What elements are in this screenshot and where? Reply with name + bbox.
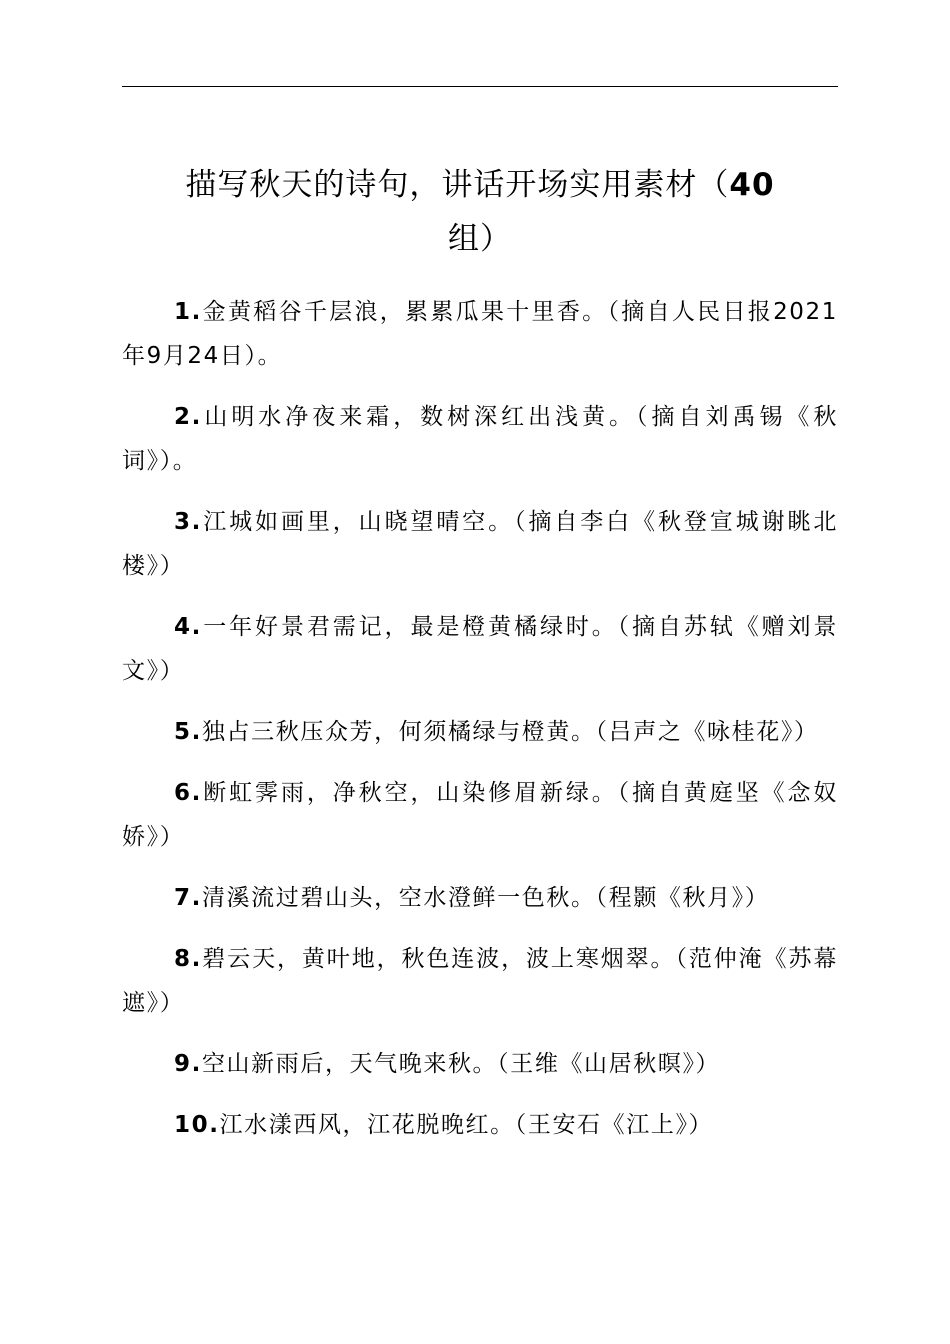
- item-text: 碧云天，黄叶地，秋色连波，波上寒烟翠。（范仲淹《苏幕遮》）: [122, 946, 838, 1016]
- item-number: 9.: [174, 1051, 202, 1077]
- item-number: 7.: [174, 885, 202, 911]
- list-item: [122, 876, 838, 920]
- item-text: 空山新雨后，天气晚来秋。（王维《山居秋暝》）: [201, 1051, 721, 1077]
- list-item: [122, 290, 838, 378]
- list-item: [122, 605, 838, 693]
- item-number: 3.: [174, 509, 202, 535]
- list-item: [122, 710, 838, 754]
- list-item: [122, 937, 838, 1025]
- item-text: 一年好景君需记，最是橙黄橘绿时。（摘自苏轼《赠刘景文》）: [122, 614, 838, 684]
- item-number: 4.: [174, 614, 202, 640]
- poem-list: [122, 290, 838, 1164]
- item-number: 2.: [174, 404, 202, 430]
- item-number: 6.: [174, 780, 202, 806]
- list-item: [122, 1042, 838, 1086]
- item-text: 山明水净夜来霜，数树深红出浅黄。（摘自刘禹锡《秋词》）。: [122, 404, 838, 474]
- item-text: 金黄稻谷千层浪，累累瓜果十里香。（摘自人民日报2021年9月24日）。: [122, 299, 838, 369]
- list-item: [122, 771, 838, 859]
- item-text: 江城如画里，山晓望晴空。（摘自李白《秋登宣城谢眺北楼》）: [122, 509, 838, 579]
- item-text: 清溪流过碧山头，空水澄鲜一色秋。（程颢《秋月》）: [201, 885, 770, 911]
- header-rule: [122, 86, 838, 87]
- item-text: 独占三秋压众芳，何须橘绿与橙黄。（吕声之《咏桂花》）: [201, 719, 819, 745]
- list-item: [122, 500, 838, 588]
- title-text: 描写秋天的诗句，讲话开场实用素材（: [185, 167, 730, 203]
- title-count: 40: [729, 167, 775, 203]
- item-number: 8.: [174, 946, 202, 972]
- item-number: 5.: [174, 719, 202, 745]
- item-text: 断虹霁雨，净秋空，山染修眉新绿。（摘自黄庭坚《念奴娇》）: [122, 780, 838, 850]
- item-number: 1.: [174, 299, 202, 325]
- list-item: [122, 395, 838, 483]
- item-text: 江水漾西风，江花脱晚红。（王安石《江上》）: [219, 1112, 714, 1138]
- document-title: [122, 158, 838, 266]
- title-tail: 组）: [448, 221, 512, 257]
- item-number: 10.: [174, 1112, 220, 1138]
- list-item: [122, 1103, 838, 1147]
